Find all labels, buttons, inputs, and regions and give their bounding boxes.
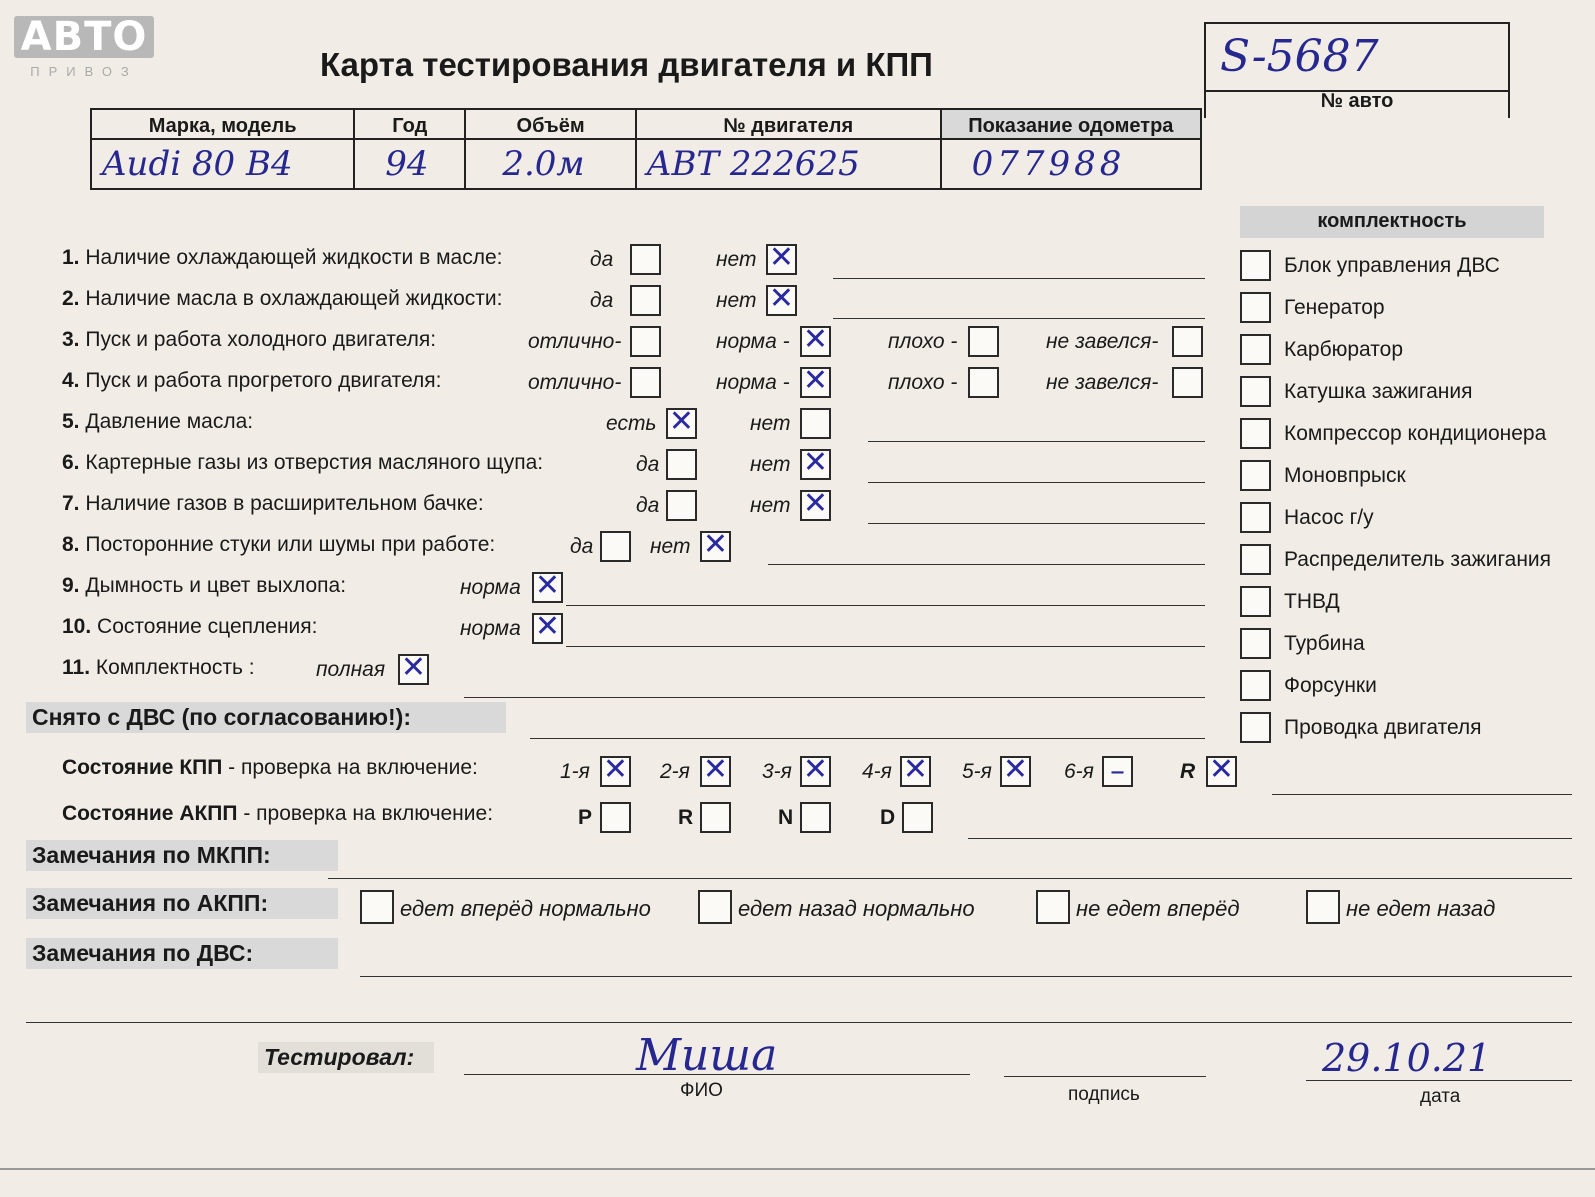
akpp-no-forward-checkbox[interactable] bbox=[1036, 890, 1070, 924]
checkbox-r3-excellent[interactable] bbox=[630, 326, 661, 357]
check-mark: ✕ bbox=[534, 568, 561, 603]
opt-label: нет bbox=[750, 453, 791, 476]
opt-label: плохо - bbox=[888, 330, 958, 353]
komplekt-checkbox[interactable] bbox=[1240, 460, 1271, 491]
komplekt-item: Проводка двигателя bbox=[1284, 716, 1482, 739]
checkbox-r4-no-start[interactable] bbox=[1172, 367, 1203, 398]
col-engine-no: № двигателя bbox=[636, 109, 941, 139]
check-mark: ✕ bbox=[1208, 752, 1235, 787]
komplekt-item: Моновпрыск bbox=[1284, 464, 1406, 487]
komplekt-item: Генератор bbox=[1284, 296, 1385, 319]
tester-name: Миша bbox=[636, 1030, 778, 1081]
tested-by-label: Тестировал: bbox=[258, 1042, 434, 1073]
check-row-4 bbox=[62, 369, 442, 393]
kpp-notes-line[interactable] bbox=[1272, 794, 1572, 795]
year-field[interactable] bbox=[354, 139, 465, 189]
opt-label: полная bbox=[316, 658, 386, 681]
komplekt-checkbox[interactable] bbox=[1240, 250, 1271, 281]
check-mark: ✕ bbox=[802, 752, 829, 787]
notes-line[interactable] bbox=[566, 646, 1205, 647]
check-mark: ✕ bbox=[1002, 752, 1029, 787]
check-row-2 bbox=[62, 287, 502, 311]
check-mark: ✕ bbox=[668, 404, 695, 439]
akpp-checkbox-n[interactable] bbox=[800, 802, 831, 833]
gear-checkbox-2[interactable] bbox=[700, 752, 731, 787]
opt-label: да bbox=[590, 289, 614, 312]
komplekt-title: комплектность bbox=[1240, 206, 1544, 238]
row-label: Наличие газов в расширительном бачке: bbox=[85, 492, 484, 515]
akpp-checkbox-d[interactable] bbox=[902, 802, 933, 833]
check-mark: ✕ bbox=[802, 322, 829, 357]
check-row-9 bbox=[62, 574, 346, 598]
gear-checkbox-4[interactable] bbox=[900, 752, 931, 787]
engine-no-value: ABT 222625 bbox=[646, 144, 860, 184]
removed-line[interactable] bbox=[530, 738, 1205, 739]
check-mark: ✕ bbox=[802, 445, 829, 480]
checkbox-r2-no[interactable] bbox=[766, 281, 797, 316]
opt-label: да bbox=[636, 494, 660, 517]
checkbox-r6-yes[interactable] bbox=[666, 449, 697, 480]
check-mark: ✕ bbox=[400, 650, 427, 685]
notes-line[interactable] bbox=[833, 278, 1205, 279]
akpp-title: Состояние АКПП bbox=[62, 802, 238, 825]
car-number-box[interactable] bbox=[1204, 22, 1510, 92]
check-row-5 bbox=[62, 410, 253, 434]
row-number: 1. bbox=[62, 246, 80, 269]
komplekt-item: Турбина bbox=[1284, 632, 1365, 655]
page-edge bbox=[0, 1168, 1595, 1170]
opt-label: норма bbox=[460, 576, 521, 599]
opt-label: не завелся- bbox=[1046, 330, 1159, 353]
kpp-desc: - проверка на включение: bbox=[222, 756, 478, 779]
notes-line[interactable] bbox=[868, 482, 1205, 483]
checkbox-r4-bad[interactable] bbox=[968, 367, 999, 398]
check-row-1 bbox=[62, 246, 502, 270]
volume-field[interactable] bbox=[465, 139, 636, 189]
check-mark: ✕ bbox=[702, 752, 729, 787]
opt-label: нет bbox=[716, 248, 757, 271]
car-number-label: № авто bbox=[1204, 88, 1510, 118]
akpp-option: не едет вперёд bbox=[1076, 896, 1240, 921]
checkbox-r1-yes[interactable] bbox=[630, 244, 661, 275]
komplekt-checkbox[interactable] bbox=[1240, 712, 1271, 743]
komplekt-checkbox[interactable] bbox=[1240, 334, 1271, 365]
logo: АВТО bbox=[14, 16, 154, 58]
name-caption: ФИО bbox=[680, 1080, 723, 1101]
car-number-value: S-5687 bbox=[1220, 31, 1379, 82]
checkbox-r1-no[interactable] bbox=[766, 240, 797, 275]
gear-label: P bbox=[578, 806, 593, 829]
row-number: 3. bbox=[62, 328, 80, 351]
removed-section-label: Снято с ДВС (по согласованию!): bbox=[26, 702, 506, 733]
opt-label: да bbox=[570, 535, 594, 558]
notes-line[interactable] bbox=[768, 564, 1205, 565]
checkbox-r4-excellent[interactable] bbox=[630, 367, 661, 398]
komplekt-item: ТНВД bbox=[1284, 590, 1340, 613]
opt-label: нет bbox=[650, 535, 691, 558]
checkbox-r4-normal[interactable] bbox=[800, 363, 831, 398]
gear-label: 2-я bbox=[660, 760, 690, 783]
row-label: Наличие охлаждающей жидкости в масле: bbox=[85, 246, 503, 269]
col-volume: Объём bbox=[465, 109, 636, 139]
check-row-7 bbox=[62, 492, 484, 516]
checkbox-r3-bad[interactable] bbox=[968, 326, 999, 357]
opt-label: норма - bbox=[716, 371, 790, 394]
signature-line[interactable] bbox=[1004, 1076, 1206, 1077]
checkbox-r10-normal[interactable] bbox=[532, 609, 563, 644]
remarks-extra-line[interactable] bbox=[26, 1022, 1572, 1023]
row-number: 10. bbox=[62, 615, 92, 638]
gear-label: 1-я bbox=[560, 760, 590, 783]
checkbox-r8-no[interactable] bbox=[700, 527, 731, 562]
row-label: Состояние сцепления: bbox=[97, 615, 318, 638]
komplekt-checkbox[interactable] bbox=[1240, 418, 1271, 449]
date-line[interactable] bbox=[1306, 1080, 1572, 1081]
checkbox-r11-full[interactable] bbox=[398, 650, 429, 685]
opt-label: не завелся- bbox=[1046, 371, 1159, 394]
opt-label: отлично- bbox=[528, 371, 622, 394]
komplekt-checkbox[interactable] bbox=[1240, 670, 1271, 701]
checkbox-r5-no[interactable] bbox=[800, 408, 831, 439]
komplekt-item: Катушка зажигания bbox=[1284, 380, 1473, 403]
row-label: Пуск и работа прогретого двигателя: bbox=[85, 369, 442, 392]
remarks-mkpp-line[interactable] bbox=[328, 878, 1572, 879]
komplekt-item: Компрессор кондиционера bbox=[1284, 422, 1547, 445]
model-value: Audi 80 B4 bbox=[102, 144, 293, 184]
opt-label: да bbox=[636, 453, 660, 476]
checkbox-r7-yes[interactable] bbox=[666, 490, 697, 521]
gear-checkbox-3[interactable] bbox=[800, 752, 831, 787]
komplekt-checkbox[interactable] bbox=[1240, 292, 1271, 323]
checkbox-r6-no[interactable] bbox=[800, 445, 831, 480]
opt-label: нет bbox=[750, 494, 791, 517]
komplekt-item: Форсунки bbox=[1284, 674, 1377, 697]
date-caption: дата bbox=[1420, 1086, 1461, 1107]
gear-label: 6-я bbox=[1064, 760, 1094, 783]
komplekt-checkbox[interactable] bbox=[1240, 628, 1271, 659]
engine-no-field[interactable] bbox=[636, 139, 941, 189]
notes-line[interactable] bbox=[868, 523, 1205, 524]
kpp-title: Состояние КПП bbox=[62, 756, 223, 779]
odometer-field[interactable] bbox=[941, 139, 1201, 189]
komplekt-item: Насос г/у bbox=[1284, 506, 1374, 529]
remarks-dvs-line[interactable] bbox=[360, 976, 1572, 977]
col-model: Марка, модель bbox=[91, 109, 354, 139]
notes-line[interactable] bbox=[833, 318, 1205, 319]
vehicle-info-table bbox=[90, 108, 1202, 190]
komplekt-item: Блок управления ДВС bbox=[1284, 254, 1500, 277]
remarks-akpp-label: Замечания по АКПП: bbox=[26, 888, 338, 919]
checkbox-r2-yes[interactable] bbox=[630, 285, 661, 316]
gear-label: 3-я bbox=[762, 760, 792, 783]
gear-checkbox-6[interactable] bbox=[1102, 756, 1133, 787]
notes-line[interactable] bbox=[868, 441, 1205, 442]
check-mark: ✕ bbox=[534, 609, 561, 644]
row-number: 11. bbox=[62, 656, 91, 679]
checkbox-r8-yes[interactable] bbox=[600, 531, 631, 562]
komplekt-checkbox[interactable] bbox=[1240, 502, 1271, 533]
checkbox-r3-normal[interactable] bbox=[800, 322, 831, 357]
opt-label: норма - bbox=[716, 330, 790, 353]
dash-mark: – bbox=[1110, 754, 1125, 789]
check-row-8 bbox=[62, 533, 495, 557]
row-number: 6. bbox=[62, 451, 80, 474]
year-value: 94 bbox=[385, 144, 429, 184]
remarks-mkpp-label: Замечания по МКПП: bbox=[26, 840, 338, 871]
row-label: Наличие масла в охлаждающей жидкости: bbox=[85, 287, 503, 310]
row-number: 5. bbox=[62, 410, 80, 433]
check-mark: ✕ bbox=[702, 527, 729, 562]
opt-label: да bbox=[590, 248, 614, 271]
komplekt-item: Распределитель зажигания bbox=[1284, 548, 1552, 571]
row-number: 8. bbox=[62, 533, 80, 556]
notes-line[interactable] bbox=[464, 697, 1205, 698]
akpp-option: не едет назад bbox=[1346, 896, 1496, 921]
opt-label: отлично- bbox=[528, 330, 622, 353]
akpp-option: едет назад нормально bbox=[738, 896, 975, 921]
col-odometer: Показание одометра bbox=[941, 109, 1201, 139]
logo-subtitle: ПРИВОЗ bbox=[30, 64, 138, 79]
check-row-6 bbox=[62, 451, 543, 475]
row-label: Комплектность : bbox=[95, 656, 255, 679]
komplekt-item: Карбюратор bbox=[1284, 338, 1404, 361]
gear-label: R bbox=[1180, 760, 1196, 783]
row-number: 9. bbox=[62, 574, 80, 597]
akpp-checkbox-r[interactable] bbox=[700, 802, 731, 833]
remarks-dvs-label: Замечания по ДВС: bbox=[26, 938, 338, 969]
akpp-checkbox-p[interactable] bbox=[600, 802, 631, 833]
opt-label: есть bbox=[606, 412, 657, 435]
row-number: 2. bbox=[62, 287, 80, 310]
row-label: Давление масла: bbox=[85, 410, 254, 433]
notes-line[interactable] bbox=[566, 605, 1205, 606]
komplekt-checkbox[interactable] bbox=[1240, 376, 1271, 407]
opt-label: плохо - bbox=[888, 371, 958, 394]
komplekt-checkbox[interactable] bbox=[1240, 586, 1271, 617]
gear-checkbox-5[interactable] bbox=[1000, 752, 1031, 787]
check-row-10 bbox=[62, 615, 317, 639]
komplekt-checkbox[interactable] bbox=[1240, 544, 1271, 575]
gear-label: D bbox=[880, 806, 896, 829]
check-mark: ✕ bbox=[802, 363, 829, 398]
akpp-option: едет вперёд нормально bbox=[400, 896, 651, 921]
gear-label: 5-я bbox=[962, 760, 992, 783]
row-label: Дымность и цвет выхлопа: bbox=[85, 574, 347, 597]
kpp-row bbox=[62, 756, 478, 780]
akpp-forward-ok-checkbox[interactable] bbox=[360, 890, 394, 924]
check-mark: ✕ bbox=[768, 281, 795, 316]
checkbox-r7-no[interactable] bbox=[800, 486, 831, 521]
odometer-value: 077988 bbox=[971, 144, 1126, 184]
akpp-no-backward-checkbox[interactable] bbox=[1306, 890, 1340, 924]
gear-checkbox-r[interactable] bbox=[1206, 752, 1237, 787]
signature-caption: подпись bbox=[1068, 1084, 1140, 1105]
gear-label: N bbox=[778, 806, 794, 829]
gear-label: R bbox=[678, 806, 694, 829]
row-label: Посторонние стуки или шумы при работе: bbox=[85, 533, 496, 556]
test-date: 29.10.21 bbox=[1322, 1036, 1492, 1080]
check-mark: ✕ bbox=[802, 486, 829, 521]
check-row-11 bbox=[62, 656, 255, 680]
col-year: Год bbox=[354, 109, 465, 139]
page-title: Карта тестирования двигателя и КПП bbox=[320, 46, 933, 83]
gear-checkbox-1[interactable] bbox=[600, 752, 631, 787]
model-field[interactable] bbox=[91, 139, 354, 189]
akpp-notes-line[interactable] bbox=[968, 838, 1572, 839]
checkbox-r3-no-start[interactable] bbox=[1172, 326, 1203, 357]
row-number: 7. bbox=[62, 492, 80, 515]
row-number: 4. bbox=[62, 369, 80, 392]
check-mark: ✕ bbox=[768, 240, 795, 275]
opt-label: норма bbox=[460, 617, 521, 640]
opt-label: нет bbox=[716, 289, 757, 312]
akpp-desc: - проверка на включение: bbox=[237, 802, 494, 825]
akpp-backward-ok-checkbox[interactable] bbox=[698, 890, 732, 924]
row-label: Картерные газы из отверстия масляного щупа: bbox=[85, 451, 544, 474]
gear-label: 4-я bbox=[862, 760, 892, 783]
checkbox-r5-yes[interactable] bbox=[666, 404, 697, 439]
name-line[interactable] bbox=[464, 1074, 970, 1075]
volume-value: 2.0м bbox=[502, 144, 585, 184]
check-row-3 bbox=[62, 328, 436, 352]
akpp-row bbox=[62, 802, 493, 826]
check-mark: ✕ bbox=[902, 752, 929, 787]
checkbox-r9-normal[interactable] bbox=[532, 568, 563, 603]
row-label: Пуск и работа холодного двигателя: bbox=[85, 328, 437, 351]
check-mark: ✕ bbox=[602, 752, 629, 787]
opt-label: нет bbox=[750, 412, 791, 435]
